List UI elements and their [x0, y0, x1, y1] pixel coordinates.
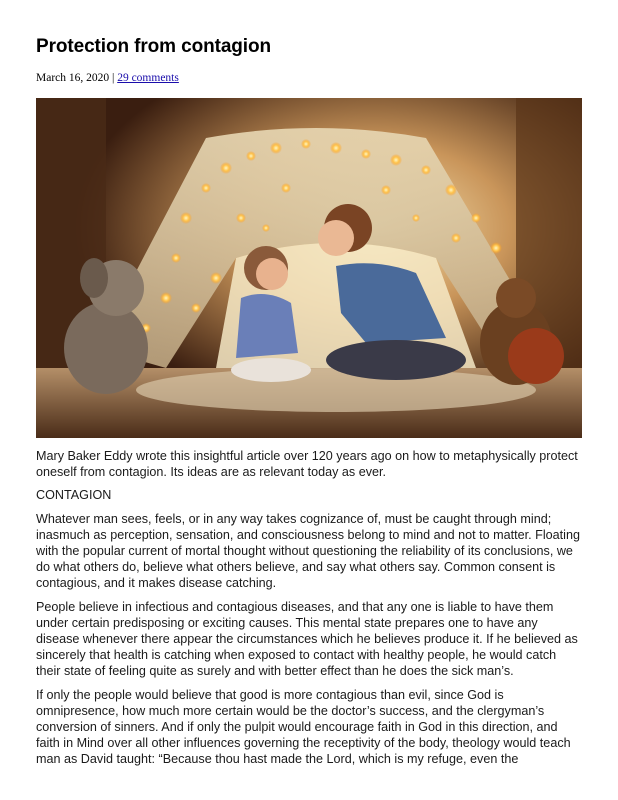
hero-photo	[36, 98, 582, 438]
comments-link[interactable]: 29 comments	[117, 72, 179, 84]
body-paragraph: If only the people would believe that good is more contagious than evil, since God is omnipresence, how much more certain would be the doctor’s success, and the clergyman’s conversion of sinners. And if only the pulpit would encourage faith in God in this direction, and faith in Mind over all other influences governing the receptivity of the body, theology would teach man as David taught: “Because thou hast made the Lord, which is my refuge, even the	[36, 687, 571, 767]
intro-paragraph: Mary Baker Eddy wrote this insightful article over 120 years ago on how to metaphysically protect oneself from contagion. Its ideas are as relevant today as ever.	[36, 449, 578, 480]
section-heading: CONTAGION	[36, 488, 112, 503]
meta-separator: |	[109, 72, 118, 84]
body-paragraph: Whatever man sees, feels, or in any way takes cognizance of, must be caught through mind; inasmuch as perception, sensation, and consciousness belong to mind and not to matter. Floating with the popular current of mortal thought without questioning the reliability of its conclusions, we do what others do, believe what others believe, and say what others say. Common consent is contagious, and it makes disease catching.	[36, 511, 580, 591]
article-title: Protection from contagion	[36, 36, 272, 57]
article-date: March 16, 2020	[36, 72, 110, 84]
article-meta	[36, 72, 179, 84]
article-body	[36, 448, 582, 775]
body-paragraph: People believe in infectious and contagious diseases, and that any one is liable to have them under certain predisposing or exciting causes. This mental state prepares one to have any disease whenever there appear the circumstances which he believes produce it. If he believed as sincerely that health is catching when exposed to contact with healthy people, he would catch their state of feeling quite as surely and with better effect than he does the sick man’s.	[36, 599, 578, 679]
